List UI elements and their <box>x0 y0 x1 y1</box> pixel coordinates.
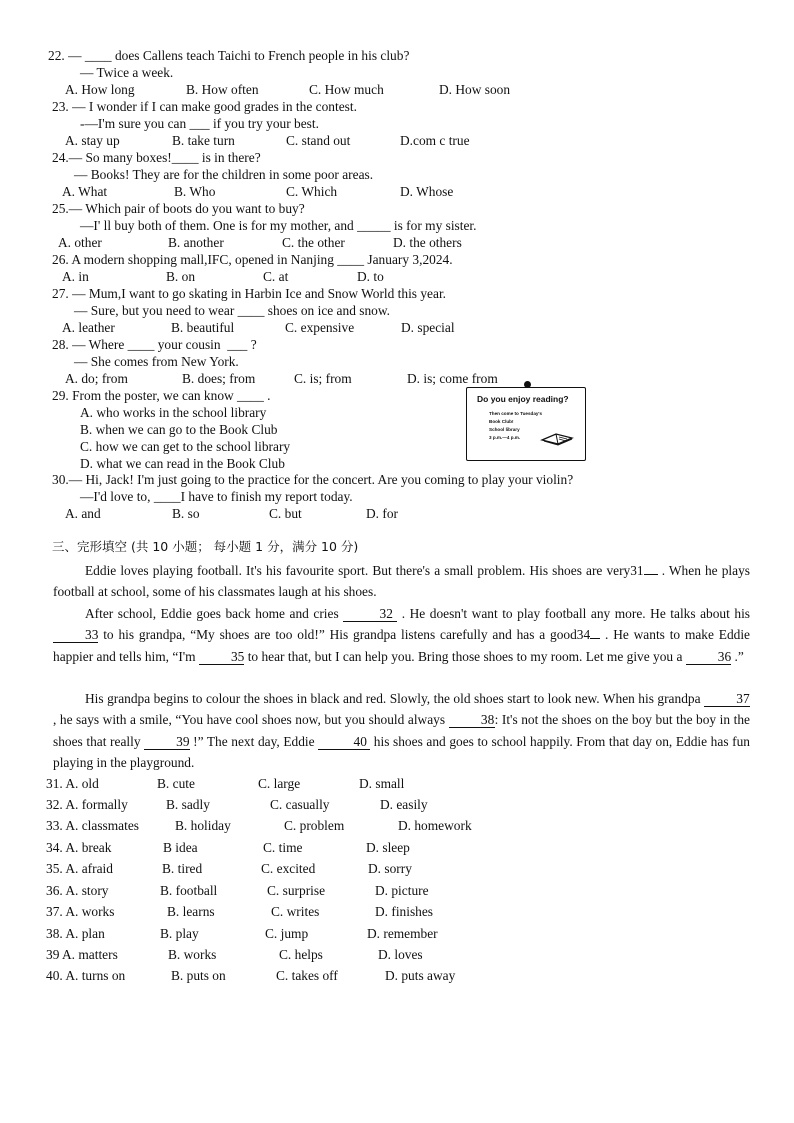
q22-stem: 22. — ____ does Callens teach Taichi to French people in his club? <box>48 48 410 63</box>
q28-option-d: D. is; come from <box>407 371 498 386</box>
q29-option-d: D. what we can read in the Book Club <box>80 456 285 471</box>
cloze-paragraph-1 <box>53 560 750 603</box>
cloze-p1-text-2: . When he plays football at school, some of his classmates laugh at his shoes. <box>53 563 750 600</box>
q40-option-b: B. puts on <box>171 968 226 983</box>
q37-option-a: 37. A. works <box>46 904 115 919</box>
cloze-heading: 三、完形填空 (共 10 小题； 每小题 1 分，满分 10 分) <box>52 539 359 554</box>
q28-option-b: B. does; from <box>182 371 256 386</box>
cloze-p3-text-1: His grandpa begins to colour the shoes in black and red. Slowly, the old shoes start to look new. When his grandpa <box>85 691 704 706</box>
q33-option-d: D. homework <box>398 818 472 833</box>
poster-title: Do you enjoy reading? <box>477 394 569 404</box>
cloze-p2-text-4: . He wants to make Eddie happier and tells him, “I'm <box>53 627 750 664</box>
blank-37: 37 <box>704 692 750 707</box>
blank-38: 38 <box>449 713 495 728</box>
q26-stem: 26. A modern shopping mall,IFC, opened in Nanjing ____ January 3,2024. <box>52 252 453 267</box>
q34-option-b: B idea <box>163 840 198 855</box>
q37-option-d: D. finishes <box>375 904 434 919</box>
q26-option-a: A. in <box>62 269 89 284</box>
q26-option-c: C. at <box>263 269 289 284</box>
q40-option-d: D. puts away <box>385 968 456 983</box>
blank-40: 40 <box>318 735 370 750</box>
q32-option-a: 32. A. formally <box>46 797 128 812</box>
q22-option-b: B. How often <box>186 82 259 97</box>
q29-option-b: B. when we can go to the Book Club <box>80 422 278 437</box>
q33-option-c: C. problem <box>284 818 345 833</box>
q38-option-a: 38. A. plan <box>46 926 105 941</box>
q25-option-b: B. another <box>168 235 224 250</box>
q26-option-d: D. to <box>357 269 384 284</box>
q27-option-a: A. leather <box>62 320 115 335</box>
q28-option-a: A. do; from <box>65 371 128 386</box>
q24-reply: — Books! They are for the children in some poor areas. <box>74 167 374 182</box>
q27-reply: — Sure, but you need to wear ____ shoes on ice and snow. <box>74 303 390 318</box>
q40-option-c: C. takes off <box>276 968 338 983</box>
q39-option-b: B. works <box>168 947 217 962</box>
q39-option-d: D. loves <box>378 947 423 962</box>
q32-option-c: C. casually <box>270 797 330 812</box>
q29-option-c: C. how we can get to the school library <box>80 439 291 454</box>
q23-option-c: C. stand out <box>286 133 351 148</box>
q37-option-b: B. learns <box>167 904 215 919</box>
blank-34 <box>590 638 600 639</box>
q29-option-a: A. who works in the school library <box>80 405 267 420</box>
q24-option-d: D. Whose <box>400 184 454 199</box>
q31-option-b: B. cute <box>157 776 195 791</box>
q22-reply: — Twice a week. <box>80 65 174 80</box>
q35-option-a: 35. A. afraid <box>46 861 113 876</box>
q39-option-a: 39 A. matters <box>46 947 118 962</box>
poster-line-3: School library <box>489 427 520 432</box>
cloze-p2-text-6: .” <box>731 648 744 664</box>
q28-option-c: C. is; from <box>294 371 352 386</box>
q36-option-a: 36. A. story <box>46 883 109 898</box>
q32-option-d: D. easily <box>380 797 428 812</box>
q23-option-b: B. take turn <box>172 133 235 148</box>
blank-36: 36 <box>686 650 731 665</box>
cloze-p2-text-5: to hear that, but I can help you. Bring those shoes to my room. Let me give you a <box>244 648 686 664</box>
q34-option-a: 34. A. break <box>46 840 112 855</box>
q26-option-b: B. on <box>166 269 196 284</box>
q28-stem: 28. — Where ____ your cousin ___ ? <box>52 337 257 352</box>
q24-option-c: C. Which <box>286 184 338 199</box>
q32-option-b: B. sadly <box>166 797 210 812</box>
open-book-icon <box>540 430 574 446</box>
q31-option-c: C. large <box>258 776 301 791</box>
cloze-p3-text-3: : It's not the shoes on the boy but the boy in the shoes that really <box>53 712 750 749</box>
blank-32: 32 <box>343 607 397 622</box>
q38-option-c: C. jump <box>265 926 309 941</box>
q25-option-d: D. the others <box>393 235 462 250</box>
book-club-poster <box>466 387 586 461</box>
q30-option-c: C. but <box>269 506 302 521</box>
q30-option-a: A. and <box>65 506 101 521</box>
q27-option-c: C. expensive <box>285 320 355 335</box>
q27-option-d: D. special <box>401 320 455 335</box>
q38-option-d: D. remember <box>367 926 438 941</box>
q24-option-b: B. Who <box>174 184 216 199</box>
cloze-p1-text-1: Eddie loves playing football. It's his favourite sport. But there's a small problem. His shoes are very31 <box>85 563 644 578</box>
q22-option-c: C. How much <box>309 82 384 97</box>
cloze-p2-text-3: to his grandpa, “My shoes are too old!” His grandpa listens carefully and has a good34 <box>98 627 591 643</box>
q36-option-b: B. football <box>160 883 218 898</box>
blank-39: 39 <box>144 735 189 750</box>
q25-option-c: C. the other <box>282 235 345 250</box>
q30-option-b: B. so <box>172 506 200 521</box>
q30-stem: 30.— Hi, Jack! I'm just going to the practice for the concert. Are you coming to play your violin? <box>52 472 574 487</box>
q34-option-d: D. sleep <box>366 840 410 855</box>
q29-stem: 29. From the poster, we can know ____ . <box>52 388 271 403</box>
q37-option-c: C. writes <box>271 904 320 919</box>
q22-option-a: A. How long <box>65 82 135 97</box>
q35-option-c: C. excited <box>261 861 316 876</box>
q36-option-c: C. surprise <box>267 883 326 898</box>
q23-option-d: D.com c true <box>400 133 470 148</box>
q36-option-d: D. picture <box>375 883 429 898</box>
q35-option-d: D. sorry <box>368 861 412 876</box>
q38-option-b: B. play <box>160 926 199 941</box>
blank-31 <box>644 574 658 575</box>
poster-line-2: Book Club! <box>489 419 514 424</box>
q30-option-d: D. for <box>366 506 398 521</box>
q27-option-b: B. beautiful <box>171 320 235 335</box>
q24-option-a: A. What <box>62 184 108 199</box>
q30-reply: —I'd love to, ____I have to finish my report today. <box>80 489 353 504</box>
q35-option-b: B. tired <box>162 861 203 876</box>
cloze-paragraph-2 <box>53 603 750 667</box>
q24-stem: 24.— So many boxes!____ is in there? <box>52 150 261 165</box>
q23-reply: -—I'm sure you can ___ if you try your best. <box>80 116 319 131</box>
q28-reply: — She comes from New York. <box>74 354 239 369</box>
q31-option-d: D. small <box>359 776 405 791</box>
poster-line-1: Then come to Tuesday's <box>489 411 543 416</box>
q25-stem: 25.— Which pair of boots do you want to buy? <box>52 201 305 216</box>
cloze-paragraph-3 <box>53 688 750 774</box>
blank-33: 33 <box>53 628 98 643</box>
cloze-p3-text-4: !” The next day, Eddie <box>189 733 319 749</box>
q25-option-a: A. other <box>58 235 102 250</box>
q40-option-a: 40. A. turns on <box>46 968 126 983</box>
q27-stem: 27. — Mum,I want to go skating in Harbin Ice and Snow World this year. <box>52 286 447 301</box>
q23-stem: 23. — I wonder if I can make good grades in the contest. <box>52 99 357 114</box>
cloze-p2-text-1: After school, Eddie goes back home and cries <box>85 606 344 621</box>
cloze-p3-text-5: his shoes and goes to school happily. From that day on, Eddie has fun playing in the playground. <box>53 733 750 771</box>
q33-option-a: 33. A. classmates <box>46 818 139 833</box>
poster-line-4: 3 p.m.—4 p.m. <box>489 435 521 440</box>
q39-option-c: C. helps <box>279 947 323 962</box>
q23-option-a: A. stay up <box>65 133 120 148</box>
q34-option-c: C. time <box>263 840 303 855</box>
cloze-p2-text-2: . He doesn't want to play football any more. He talks about his <box>397 606 751 621</box>
blank-35: 35 <box>199 650 244 665</box>
q33-option-b: B. holiday <box>175 818 231 833</box>
q31-option-a: 31. A. old <box>46 776 99 791</box>
q22-option-d: D. How soon <box>439 82 511 97</box>
q25-reply: —I' ll buy both of them. One is for my mother, and _____ is for my sister. <box>80 218 477 233</box>
cloze-p3-text-2: , he says with a smile, “You have cool shoes now, but you should always <box>53 712 449 728</box>
